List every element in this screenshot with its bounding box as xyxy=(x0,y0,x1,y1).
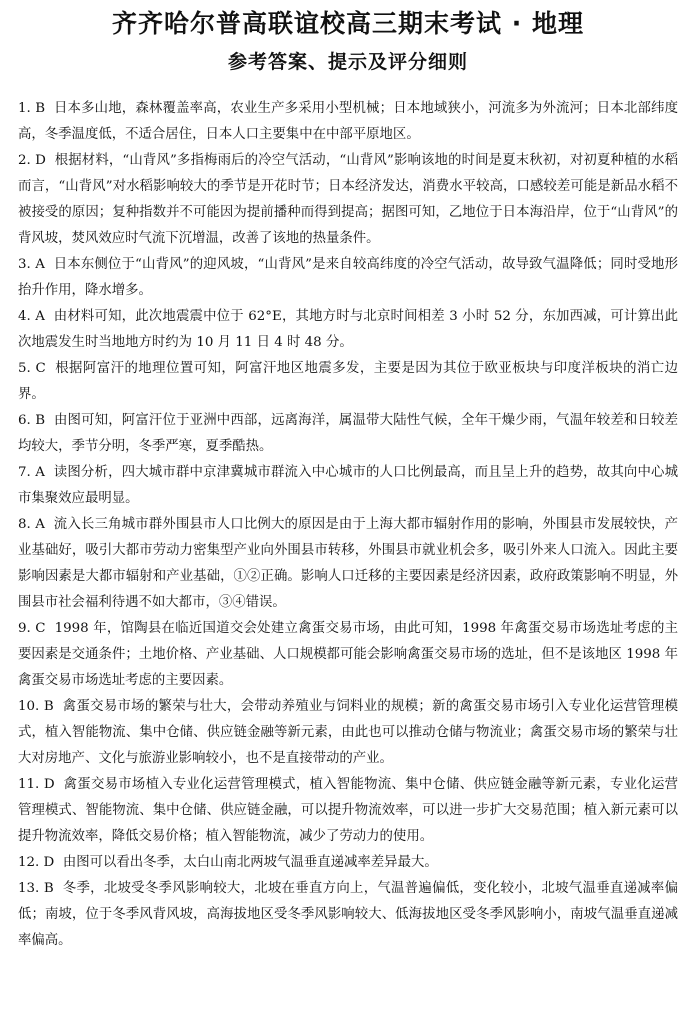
answer-explanation: 禽蛋交易市场植入专业化运营管理模式，植入智能物流、集中仓储、供应链金融等新元素，专业化运营管理模式、智能物流、集中仓储、供应链金融，可以提升物流效率，可以进一步扩大交易范围；植入新元素可以提升物流效率，降低交易价格；植入智能物流，减少了劳动力的使用。 xyxy=(18,777,679,844)
answer-item-13 xyxy=(18,876,678,954)
answer-explanation: 由图可知，阿富汗位于亚洲中西部，远离海洋，属温带大陆性气候，全年干燥少雨，气温年较差和日较差均较大，季节分明，冬季严寒，夏季酷热。 xyxy=(18,413,679,454)
answer-number: 7. A xyxy=(18,465,45,480)
answer-number: 1. B xyxy=(18,101,46,116)
answer-number: 3. A xyxy=(18,257,45,272)
answer-item-7 xyxy=(18,460,678,512)
answer-explanation: 由材料可知，此次地震震中位于 62°E，其地方时与北京时间相差 3 小时 52 分，东加西减，可计算出此次地震发生时当地地方时约为 10 月 11 日 4 时 48 分。 xyxy=(18,309,679,350)
answer-explanation: 冬季，北坡受冬季风影响较大，北坡在垂直方向上，气温普遍偏低，变化较小，北坡气温垂直递减率偏低；南坡，位于冬季风背风坡，高海拔地区受冬季风影响较大、低海拔地区受冬季风影响小，南坡气温垂直递减率偏高。 xyxy=(18,881,678,948)
answer-item-3 xyxy=(18,252,678,304)
answer-number: 13. B xyxy=(18,881,54,896)
answer-item-10 xyxy=(18,694,678,772)
answer-list xyxy=(18,96,678,954)
answer-item-9 xyxy=(18,616,678,694)
answer-item-2 xyxy=(18,148,678,252)
answer-item-4 xyxy=(18,304,678,356)
answer-item-1 xyxy=(18,96,678,148)
answer-number: 12. D xyxy=(18,855,55,870)
answer-explanation: 日本东侧位于“山背风”的迎风坡，“山背风”是来自较高纬度的冷空气活动，故导致气温降低；同时受地形抬升作用，降水增多。 xyxy=(18,257,678,298)
answer-sheet-page xyxy=(0,6,692,1020)
answer-number: 9. C xyxy=(18,621,46,636)
answer-explanation: 禽蛋交易市场的繁荣与壮大，会带动养殖业与饲料业的规模；新的禽蛋交易市场引入专业化运营管理模式，植入智能物流、集中仓储、供应链金融等新元素，由此也可以推动仓储与物流业；禽蛋交易市场的繁荣与壮大对房地产、文化与旅游业影响较小，也不是直接带动的产业。 xyxy=(18,699,678,766)
page-subtitle: 参考答案、提示及评分细则 xyxy=(227,51,468,73)
answer-number: 4. A xyxy=(18,309,45,324)
answer-explanation: 1998 年，馆陶县在临近国道交会处建立禽蛋交易市场，由此可知，1998 年禽蛋交易市场选址考虑的主要因素是交通条件；土地价格、产业基础、人口规模都可能会影响禽蛋交易市场的选址，但不是该地区 1998 年禽蛋交易市场选址考虑的主要因素。 xyxy=(18,621,679,688)
answer-item-11 xyxy=(18,772,678,850)
page-title: 齐齐哈尔普高联谊校高三期末考试 · 地理 xyxy=(112,9,584,38)
answer-number: 6. B xyxy=(18,413,46,428)
answer-item-12 xyxy=(18,850,678,876)
answer-explanation: 日本多山地，森林覆盖率高，农业生产多采用小型机械；日本地域狭小，河流多为外流河；日本北部纬度高，冬季温度低，不适合居住，日本人口主要集中在中部平原地区。 xyxy=(18,101,679,142)
answer-explanation: 读图分析，四大城市群中京津冀城市群流入中心城市的人口比例最高，而且呈上升的趋势，故其向中心城市集聚效应最明显。 xyxy=(18,465,679,506)
answer-number: 8. A xyxy=(18,517,45,532)
answer-number: 5. C xyxy=(18,361,46,376)
answer-number: 2. D xyxy=(18,153,46,168)
answer-item-8 xyxy=(18,512,678,616)
answer-number: 11. D xyxy=(18,777,55,792)
answer-explanation: 根据材料，“山背风”多指梅雨后的冷空气活动，“山背风”影响该地的时间是夏末秋初，对初夏种植的水稻而言，“山背风”对水稻影响较大的季节是开花时节；日本经济发达，消费水平较高，口感较差可能是新品水稻不被接受的原因；复种指数并不可能因为提前播种而得到提高；据图可知，乙地位于日本海沿岸，位于“山背风”的背风坡，焚风效应时气流下沉增温，改善了该地的热量条件。 xyxy=(18,153,678,246)
answer-explanation: 由图可以看出冬季，太白山南北两坡气温垂直递减率差异最大。 xyxy=(62,855,438,870)
answer-explanation: 流入长三角城市群外围县市人口比例大的原因是由于上海大都市辐射作用的影响，外围县市发展较快，产业基础好，吸引大都市劳动力密集型产业向外围县市转移，外围县市就业机会多，吸引外来人口流入。因此主要影响因素是大都市辐射和产业基础，①②正确。影响人口迁移的主要因素是经济因素，政府政策影响不明显，外围县市社会福利待遇不如大都市，③④错误。 xyxy=(18,517,679,610)
answer-number: 10. B xyxy=(18,699,54,714)
answer-item-5 xyxy=(18,356,678,408)
answer-item-6 xyxy=(18,408,678,460)
answer-explanation: 根据阿富汗的地理位置可知，阿富汗地区地震多发，主要是因为其位于欧亚板块与印度洋板块的消亡边界。 xyxy=(18,361,679,402)
